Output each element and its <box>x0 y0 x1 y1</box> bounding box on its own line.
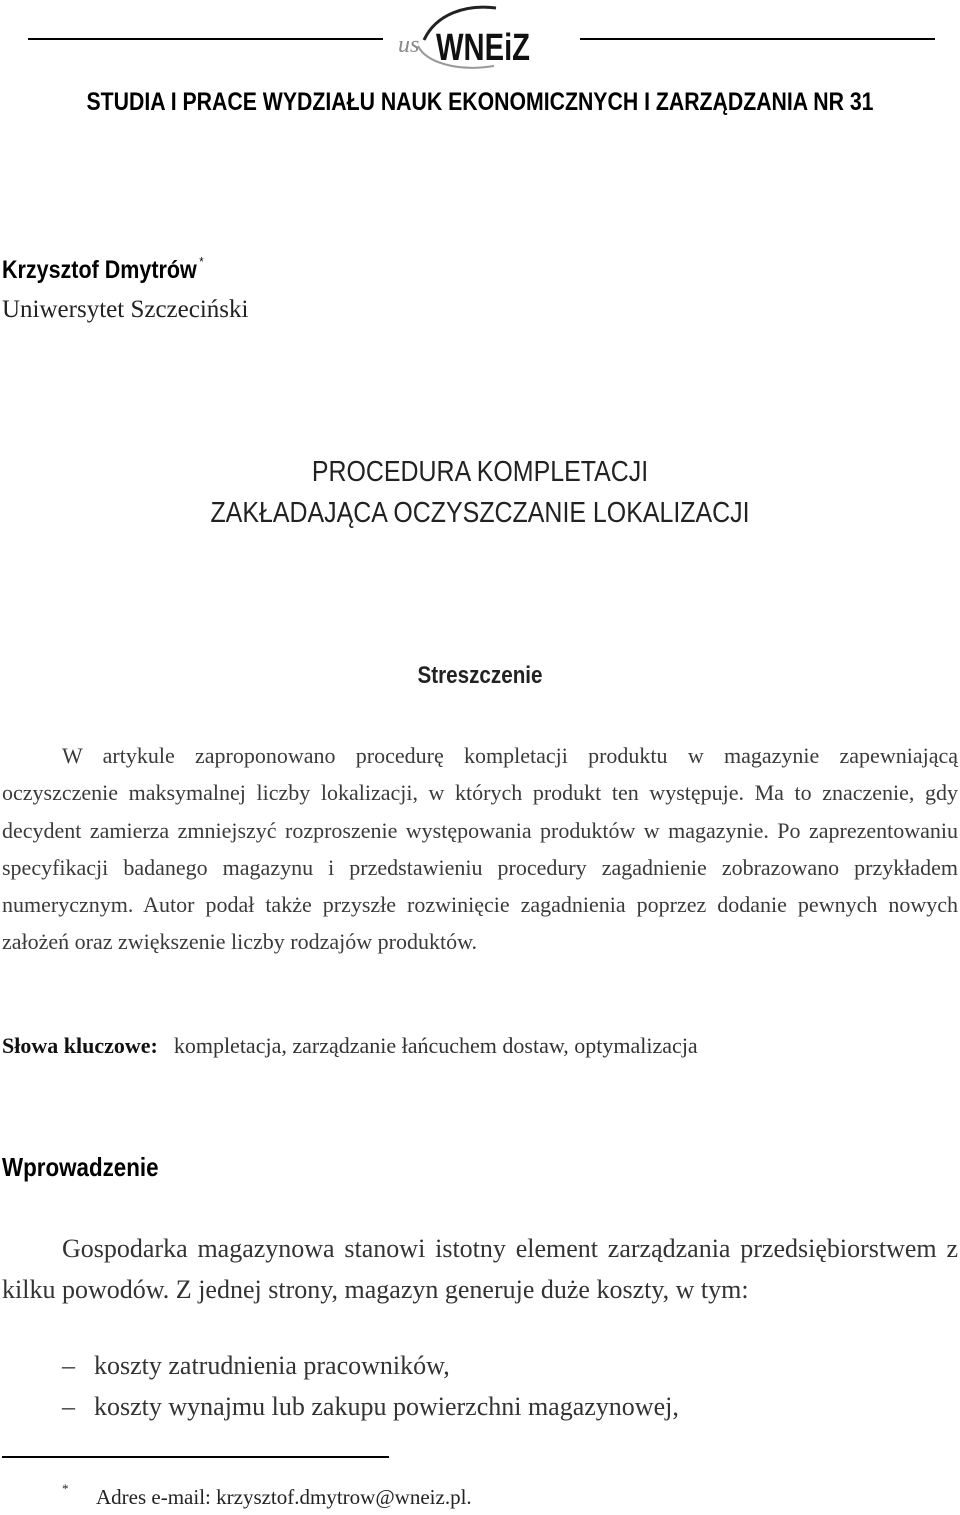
list-dash: – <box>62 1351 75 1380</box>
keywords <box>2 1033 698 1059</box>
journal-series-title: STUDIA I PRACE WYDZIAŁU NAUK EKONOMICZNYCH I ZARZĄDZANIA NR 31 <box>86 88 874 116</box>
logo-us-text: us <box>398 32 420 58</box>
introduction-paragraph: Gospodarka magazynowa stanowi istotny element zarządzania przedsiębiorstwem z kilku powodów. Z jednej strony, magazyn generuje duże koszty, w tym: <box>2 1234 958 1304</box>
author-name <box>2 256 204 285</box>
list-dash: – <box>62 1392 75 1421</box>
footnote <box>62 1481 472 1510</box>
list-item <box>62 1351 450 1381</box>
paper-title-line-2: ZAKŁADAJĄCA OCZYSZCZANIE LOKALIZACJI <box>210 497 750 529</box>
paper-title-line-1: PROCEDURA KOMPLETACJI <box>311 456 649 488</box>
footnote-mark: * <box>62 1481 69 1496</box>
keywords-value: kompletacja, zarządzanie łańcuchem dostaw, optymalizacja <box>173 1033 698 1058</box>
section-heading-introduction: Wprowadzenie <box>2 1152 159 1182</box>
footnote-rule <box>2 1456 389 1458</box>
header-rule-left <box>28 38 383 40</box>
abstract-heading: Streszczenie <box>417 662 543 689</box>
list-item-text: koszty wynajmu lub zakupu powierzchni magazynowej, <box>94 1392 679 1421</box>
author-name-text: Krzysztof Dmytrów <box>2 256 197 284</box>
list-item <box>62 1392 679 1422</box>
keywords-label: Słowa kluczowe: <box>2 1033 158 1058</box>
list-item-text: koszty zatrudnienia pracowników, <box>94 1351 450 1380</box>
header-rule-right <box>580 38 935 40</box>
author-footnote-mark: * <box>199 254 204 269</box>
wneiz-logo <box>396 2 536 74</box>
logo-wneiz-text: WNEiZ <box>436 27 530 69</box>
author-affiliation: Uniwersytet Szczeciński <box>2 296 249 323</box>
abstract-text: W artykule zaproponowano procedurę kompletacji produktu w magazynie zapewniającą oczyszczenie maksymalnej liczby lokalizacji, w których produkt ten występuje. Ma to znaczenie, gdy decydent zamierza zmniejszyć rozproszenie występowania produktów w magazynie. Po zaprezentowaniu specyfikacji badanego magazynu i przedstawieniu procedury zagadnienie zobrazowano przykładem numerycznym. Autor podał także przyszłe rozwinięcie zagadnienia poprzez dodanie pewnych nowych założeń oraz zwiększenie liczby rodzajów produktów. <box>2 743 958 955</box>
footnote-text: Adres e-mail: krzysztof.dmytrow@wneiz.pl. <box>96 1485 472 1509</box>
